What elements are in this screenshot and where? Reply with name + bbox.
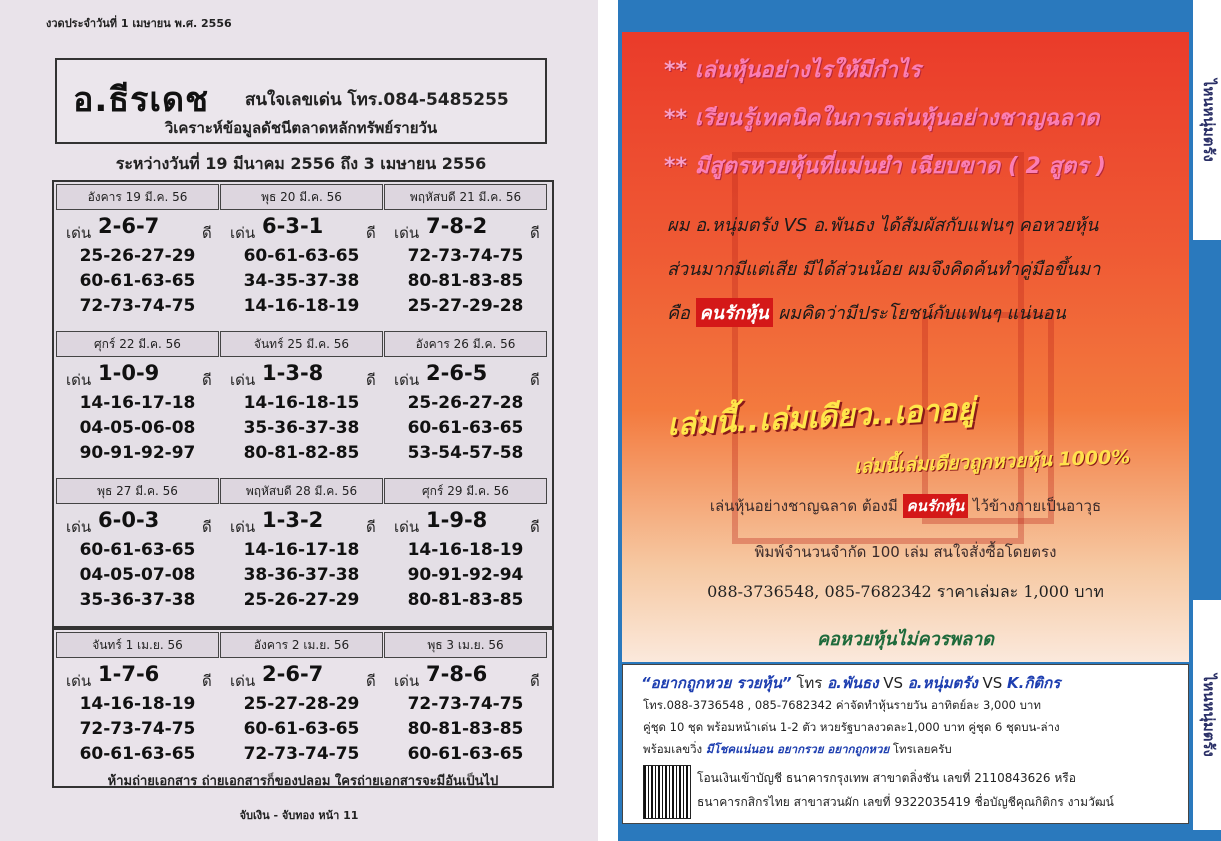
day-box (384, 184, 547, 324)
number-set: 35-36-37-38 (79, 590, 196, 610)
intro-line-1: ผม อ.หนุ่มตรัง VS อ.พันธง ได้สัมผัสกับแฟนๆ คอหวยหุ้น (667, 215, 1099, 236)
copy-warning: ห้ามถ่ายเอกสาร ถ่ายเอกสารก็ของปลอม ใครถ่ายเอกสารจะมีอันเป็นไป (107, 774, 499, 789)
name-3: K.กิติกร (1007, 674, 1061, 692)
number-set: 14-16-17-18 (243, 540, 360, 560)
product-name-tag: คนรักหุ้น (696, 298, 773, 327)
main-pick-row (230, 214, 375, 244)
vs-label-2: VS (982, 674, 1003, 692)
bullet-mark: ** (664, 154, 688, 179)
good-label: ดี (202, 371, 212, 389)
product-name-tag-2: คนรักหุ้น (903, 494, 969, 518)
bullet-mark: ** (664, 58, 688, 83)
main-pick: 7-8-2 (426, 214, 488, 238)
day-box (56, 331, 219, 471)
ad-panel (622, 32, 1189, 662)
number-set: 90-91-92-97 (79, 443, 196, 463)
lucky-line-highlight: มีโชคแน่นอน อยากรวย อยากถูกหวย (705, 742, 890, 756)
good-label: ดี (366, 371, 376, 389)
number-set: 04-05-06-08 (79, 418, 196, 438)
brand-title: อ.ธีรเดช (73, 80, 210, 120)
intro-line-2: ส่วนมากมีแต่เสีย มีได้ส่วนน้อย ผมจึงคิดค้นทำคู่มือขึ้นมา (667, 259, 1101, 280)
contact-price-line: 088-3736548, 085-7682342 ราคาเล่มละ 1,000 บาท (707, 582, 1104, 601)
day-box (220, 632, 383, 772)
day-box (220, 331, 383, 471)
good-label: ดี (530, 518, 540, 536)
left-page (0, 0, 598, 841)
number-set: 60-61-63-65 (79, 540, 196, 560)
good-label: ดี (202, 224, 212, 242)
play-label: เด่น (394, 672, 420, 690)
day-box (384, 478, 547, 618)
main-pick: 1-0-9 (98, 361, 160, 385)
play-label: เด่น (230, 371, 256, 389)
phone-line: สนใจเลขเด่น โทร.084-5485255 (245, 90, 509, 110)
number-set: 72-73-74-75 (243, 744, 360, 764)
play-label: เด่น (230, 224, 256, 242)
main-pick: 2-6-5 (426, 361, 488, 385)
number-set: 25-26-27-29 (243, 590, 360, 610)
number-set: 38-36-37-38 (243, 565, 360, 585)
side-strip-top (1193, 0, 1221, 240)
good-label: ดี (530, 371, 540, 389)
main-pick: 1-3-8 (262, 361, 324, 385)
play-label: เด่น (394, 518, 420, 536)
number-set: 60-61-63-65 (79, 744, 196, 764)
bullet-3 (664, 148, 1106, 183)
right-page (618, 0, 1221, 841)
play-label: เด่น (66, 518, 92, 536)
number-set: 72-73-74-75 (79, 719, 196, 739)
main-pick-row (230, 662, 375, 692)
number-set: 25-27-28-29 (243, 694, 360, 714)
day-box (220, 184, 383, 324)
day-date: จันทร์ 1 เม.ย. 56 (56, 632, 219, 658)
main-pick-row (230, 508, 375, 538)
number-set: 60-61-63-65 (243, 719, 360, 739)
day-date: อังคาร 2 เม.ย. 56 (220, 632, 383, 658)
number-set: 72-73-74-75 (407, 694, 524, 714)
good-label: ดี (530, 672, 540, 690)
day-box (56, 632, 219, 772)
day-date: ศุกร์ 29 มี.ค. 56 (384, 478, 547, 504)
number-set: 80-81-83-85 (407, 590, 524, 610)
day-box (220, 478, 383, 618)
number-set: 14-16-18-19 (243, 296, 360, 316)
lucky-line-start: พร้อมเลขวิ่ง (643, 742, 703, 756)
info-lucky-line (643, 741, 952, 759)
main-pick: 2-6-7 (98, 214, 160, 238)
info-phone-line: โทร.088-3736548 , 085-7682342 ค่าจัดทำหุ้นรายวัน อาทิตย์ละ 3,000 บาท (643, 698, 1041, 712)
info-box (622, 664, 1189, 824)
weapon-line (622, 494, 1189, 518)
number-set: 25-26-27-28 (407, 393, 524, 413)
period-line: ระหว่างวันที่ 19 มีนาคม 2556 ถึง 3 เมษายน 2556 (115, 154, 487, 173)
number-set: 80-81-83-85 (407, 719, 524, 739)
number-set: 25-27-29-28 (407, 296, 524, 316)
main-pick-row (394, 361, 539, 391)
good-label: ดี (530, 224, 540, 242)
number-set: 80-81-83-85 (407, 271, 524, 291)
day-date: จันทร์ 25 มี.ค. 56 (220, 331, 383, 357)
vs-label: VS (883, 674, 904, 692)
number-set: 72-73-74-75 (79, 296, 196, 316)
main-pick-row (66, 214, 211, 244)
play-label: เด่น (230, 672, 256, 690)
day-date: อังคาร 26 มี.ค. 56 (384, 331, 547, 357)
number-set: 60-61-63-65 (79, 271, 196, 291)
big-slogan: เล่มนี้..เล่มเดียว..เอาอยู่ (666, 391, 976, 444)
limited-print-line: พิมพ์จำนวนจำกัด 100 เล่ม สนใจสั่งซื้อโดยตรง (754, 543, 1057, 561)
bank-line-1: โอนเงินเข้าบัญชี ธนาคารกรุงเทพ สาขาตลิ่งชัน เลขที่ 2110843626 หรือ (697, 771, 1076, 785)
intro-line-3-start: คือ (667, 303, 690, 324)
bank-line-2: ธนาคารกสิกรไทย สาขาสวนผัก เลขที่ 9322035419 ชื่อบัญชีคุณกิติกร งามวัฒน์ (697, 795, 1114, 809)
main-pick-row (230, 361, 375, 391)
number-set: 25-26-27-29 (79, 246, 196, 266)
title-box (55, 58, 547, 144)
main-pick: 6-0-3 (98, 508, 160, 532)
number-set: 90-91-92-94 (407, 565, 524, 585)
issue-date: งวดประจำวันที่ 1 เมษายน พ.ศ. 2556 (46, 17, 232, 30)
number-set: 34-35-37-38 (243, 271, 360, 291)
number-set: 80-81-82-85 (243, 443, 360, 463)
good-label: ดี (366, 224, 376, 242)
weapon-line-end: ไว้ข้างกายเป็นอาวุธ (972, 497, 1102, 515)
good-label: ดี (366, 518, 376, 536)
bullet-2 (664, 100, 1099, 135)
main-pick-row (66, 662, 211, 692)
number-set: 60-61-63-65 (407, 418, 524, 438)
day-date: พฤหัสบดี 28 มี.ค. 56 (220, 478, 383, 504)
day-date: อังคาร 19 มี.ค. 56 (56, 184, 219, 210)
analysis-line: วิเคราะห์ข้อมูลดัชนีตลาดหลักทรัพย์รายวัน (164, 119, 438, 137)
number-set: 35-36-37-38 (243, 418, 360, 438)
main-pick-row (66, 361, 211, 391)
info-title-line (641, 671, 1060, 695)
main-pick-row (66, 508, 211, 538)
intro-line-3-end: ผมคิดว่ามีประโยชน์กับแฟนๆ แน่นอน (778, 303, 1066, 324)
number-set: 14-16-17-18 (79, 393, 196, 413)
day-box (56, 184, 219, 324)
day-box (384, 632, 547, 772)
bullet-1 (664, 52, 921, 87)
barcode-icon (643, 765, 691, 819)
number-set: 14-16-18-19 (79, 694, 196, 714)
main-pick-row (394, 214, 539, 244)
day-date: พุธ 20 มี.ค. 56 (220, 184, 383, 210)
play-label: เด่น (66, 371, 92, 389)
bullet-mark: ** (664, 106, 688, 131)
main-pick: 1-3-2 (262, 508, 324, 532)
side-strip-text-top: ไหนหนุ่มตรัง (1200, 78, 1218, 162)
play-label: เด่น (66, 224, 92, 242)
day-date: ศุกร์ 22 มี.ค. 56 (56, 331, 219, 357)
main-pick-row (394, 662, 539, 692)
side-strip-text-bottom: ไหนหนุ่มตรัง (1200, 673, 1218, 757)
number-set: 60-61-63-65 (407, 744, 524, 764)
day-date: พุธ 27 มี.ค. 56 (56, 478, 219, 504)
main-pick: 2-6-7 (262, 662, 324, 686)
day-date: พุธ 3 เม.ย. 56 (384, 632, 547, 658)
side-strip-bottom (1193, 600, 1221, 830)
info-package-line: คู่ชุด 10 ชุด พร้อมหน้าเด่น 1-2 ตัว หวยรัฐบาลงวดละ1,000 บาท คู่ชุด 6 ชุดบน-ล่าง (643, 720, 1060, 734)
good-label: ดี (366, 672, 376, 690)
number-set: 53-54-57-58 (407, 443, 524, 463)
name-2: อ.หนุ่มตรัง (907, 674, 978, 692)
quote-title: “อยากถูกหวย รวยหุ้น” (641, 674, 792, 692)
bullet-text: เล่นหุ้นอย่างไรให้มีกำไร (694, 58, 921, 83)
day-box (384, 331, 547, 471)
day-date: พฤหัสบดี 21 มี.ค. 56 (384, 184, 547, 210)
good-label: ดี (202, 672, 212, 690)
good-label: ดี (202, 518, 212, 536)
page-footer: จับเงิน - จับทอง หน้า 11 (239, 809, 359, 822)
day-box (56, 478, 219, 618)
number-set: 04-05-07-08 (79, 565, 196, 585)
intro-line-3 (667, 298, 1187, 327)
play-label: เด่น (230, 518, 256, 536)
number-set: 72-73-74-75 (407, 246, 524, 266)
number-set: 60-61-63-65 (243, 246, 360, 266)
green-slogan: คอหวยหุ้นไม่ควรพลาด (817, 629, 994, 650)
main-pick: 6-3-1 (262, 214, 324, 238)
main-pick-row (394, 508, 539, 538)
number-set: 14-16-18-15 (243, 393, 360, 413)
name-1: อ.พันธง (827, 674, 879, 692)
tel-label: โทร (796, 674, 823, 692)
weapon-line-start: เล่นหุ้นอย่างชาญฉลาด ต้องมี (709, 497, 898, 515)
lucky-line-end: โทรเลยครับ (892, 742, 952, 756)
main-pick: 7-8-6 (426, 662, 488, 686)
bullet-text: มีสูตรหวยหุ้นที่แม่นยำ เฉียบขาด ( 2 สูตร ) (694, 154, 1106, 179)
main-pick: 1-9-8 (426, 508, 488, 532)
bullet-text: เรียนรู้เทคนิคในการเล่นหุ้นอย่างชาญฉลาด (694, 106, 1100, 131)
play-label: เด่น (394, 224, 420, 242)
play-label: เด่น (66, 672, 92, 690)
play-label: เด่น (394, 371, 420, 389)
sub-slogan: เล่มนี้เล่มเดียวถูกหวยหุ้น 1000% (853, 446, 1131, 478)
number-set: 14-16-18-19 (407, 540, 524, 560)
main-pick: 1-7-6 (98, 662, 160, 686)
